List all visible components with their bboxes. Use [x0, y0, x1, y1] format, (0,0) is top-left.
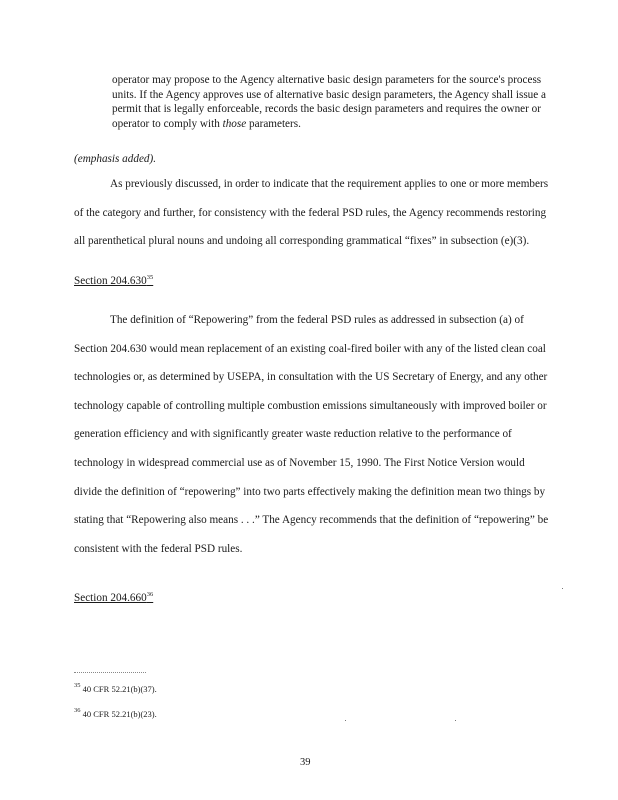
quote-text: operator may propose to the Agency alternative basic design parameters for the source's process units. If the Agency approves use of alternative basic design parameters, the Agency shall issue a permit that is legally enforceable, records the basic design parameters and requires the owner or operator to comply with: [112, 74, 547, 130]
footnote-35: $^{35}$ 40 CFR 52.21(b)(37).: [74, 682, 157, 694]
footnote-ref: 35: [146, 274, 154, 281]
footnote-divider: [74, 672, 146, 673]
emphasis-note: (emphasis added).: [74, 153, 157, 165]
scan-speck: [455, 720, 456, 721]
page-number: 39: [300, 757, 311, 768]
paragraph-plural-nouns: As previously discussed, in order to indicate that the requirement applies to one or more members of the category and further, for consistency with the federal PSD rules, the Agency recommends restoring all parenthetical plural nouns and undoing all corresponding grammatical “fixes” in subsection (e)(3).: [74, 178, 549, 248]
paragraph-repowering: The definition of “Repowering” from the federal PSD rules as addressed in subsection (a) of Section 204.630 would mean replacement of an existing coal-fired boiler with any of the listed clean coal technologies or, as determined by USEPA, in consultation with the US Secretary of Energy, and any other technology capable of controlling multiple combustion emissions simultaneously with improved boiler or generation efficiency and with significantly greater waste reduction relative to the performance of technology in widespread commercial use as of November 15, 1990. The First Notice Version would divide the definition of “repowering” into two parts effectively making the definition mean two things by stating that “Repowering also means . . .” The Agency recommends that the definition of “repowering” be consistent with the federal PSD rules.: [74, 314, 549, 555]
section-title: Section 204.630: [74, 275, 147, 287]
quote-emphasized-word: those: [222, 117, 247, 130]
section-heading-204-660: [74, 591, 153, 605]
scan-speck: [345, 720, 346, 721]
section-title: Section 204.660: [74, 592, 147, 604]
footnote-36: $^{36}$ 40 CFR 52.21(b)(23).: [74, 707, 157, 719]
block-quote: [112, 73, 552, 131]
quote-text-end: parameters.: [246, 117, 301, 130]
scan-speck: [562, 588, 563, 589]
footnote-ref: 36: [146, 591, 154, 598]
section-heading-204-630: [74, 274, 153, 288]
